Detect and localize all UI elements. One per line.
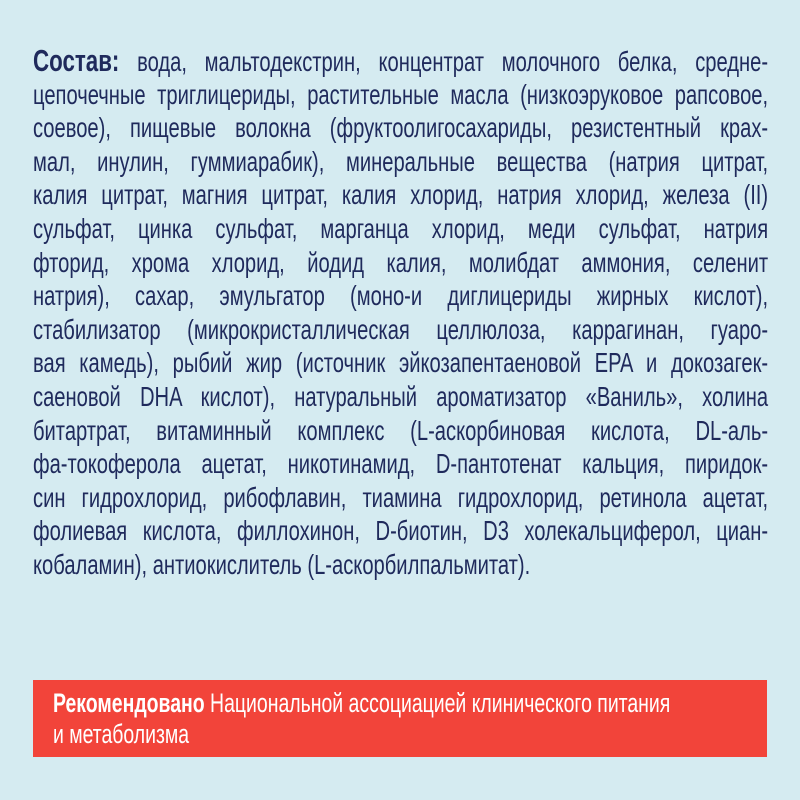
recommendation-text (53, 688, 744, 750)
composition-line: стабилизатор (микрокристаллическая целлюлоза, каррагинан, гуаро- (33, 313, 769, 345)
composition-line: цепочечные триглицериды, растительные масла (низкоэруковое рапсовое, (33, 78, 769, 110)
composition-line: натрия), сахар, эмульгатор (моно-и диглицериды жирных кислот), (33, 280, 769, 312)
composition-line: саеновой DHA кислот), натуральный ароматизатор «Ваниль», холина (33, 380, 769, 412)
composition-text (33, 44, 768, 582)
composition-line: фолиевая кислота, филлохинон, D-биотин, D3 холекальциферол, циан- (33, 515, 769, 547)
composition-line: калия цитрат, магния цитрат, калия хлорид, натрия хлорид, железа (II) (33, 179, 769, 211)
recommendation-bold: Рекомендовано (53, 688, 205, 718)
composition-line: кобаламин), антиокислитель (L-аскорбилпальмитат). (33, 548, 531, 580)
composition-title: Состав: (33, 43, 120, 78)
composition-line: сульфат, цинка сульфат, марганца хлорид, меди сульфат, натрия (33, 212, 769, 244)
composition-line: мал, инулин, гуммиарабик), минеральные вещества (натрия цитрат, (33, 145, 769, 177)
composition-line: фторид, хрома хлорид, йодид калия, молибдат аммония, селенит (33, 246, 769, 278)
recommendation-body: Национальной ассоциацией клинического питания (204, 688, 671, 718)
composition-line: вая камедь), рыбий жир (источник эйкозапентаеновой EPA и докозагек- (33, 347, 769, 379)
composition-line: син гидрохлорид, рибофлавин, тиамина гидрохлорид, ретинола ацетат, (33, 481, 769, 513)
composition-line: битартрат, витаминный комплекс (L-аскорбиновая кислота, DL-аль- (33, 414, 769, 446)
recommendation-banner (33, 680, 767, 757)
composition-line: фа-токоферола ацетат, никотинамид, D-пантотенат кальция, пиридок- (33, 448, 769, 480)
composition-line: соевое), пищевые волокна (фруктоолигосахариды, резистентный крах- (33, 112, 769, 144)
recommendation-line2: и метаболизма (53, 719, 190, 749)
composition-line-text: вода, мальтодекстрин, концентрат молочного белка, средне- (119, 46, 769, 77)
composition-line (33, 44, 768, 78)
